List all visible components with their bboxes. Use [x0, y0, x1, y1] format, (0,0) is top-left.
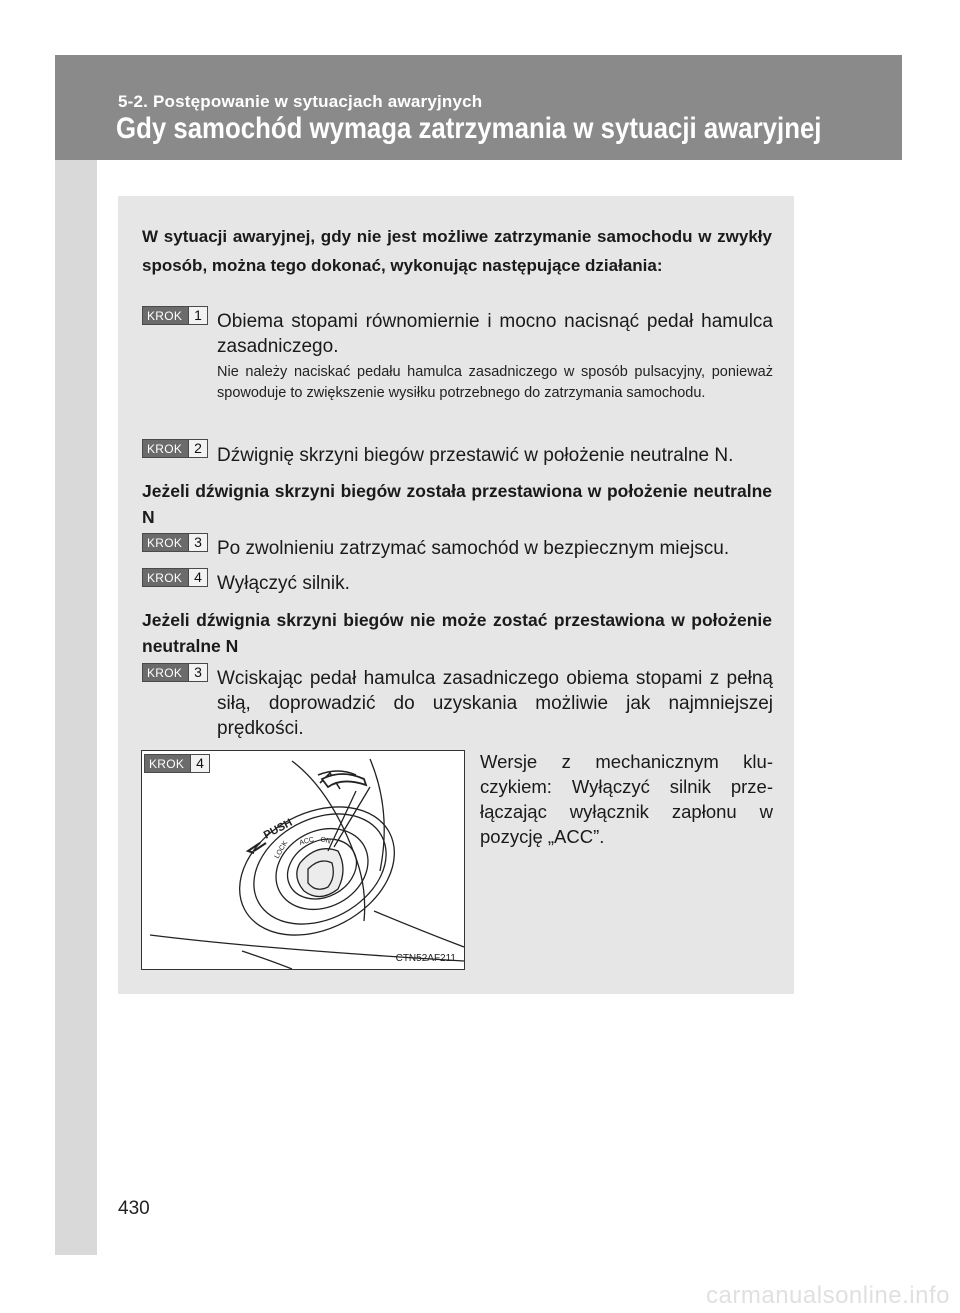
- step-badge-label: KROK: [147, 571, 183, 585]
- step-badge-number: 4: [190, 755, 209, 772]
- case-heading: Jeżeli dźwignia skrzyni biegów została przestawiona w położenie neutralne N: [142, 481, 772, 527]
- case-heading: Jeżeli dźwignia skrzyni biegów nie może zostać przestawiona w położenie neutralne N: [142, 610, 772, 656]
- step-text: Wciskając pedał hamulca zasadniczego obiema stopami z pełną siłą, doprowadzić do uzyskania możliwie jak najmniejszej prędkości.: [217, 668, 773, 739]
- step-text: Po zwolnieniu zatrzymać samochód w bezpiecznym miejscu.: [217, 538, 730, 559]
- ignition-switch-drawing: [142, 751, 464, 969]
- step-badge-number: 1: [188, 307, 207, 324]
- footer-watermark: carmanualsonline.info: [706, 1282, 950, 1309]
- page-title: Gdy samochód wymaga zatrzymania w sytuacji awaryjnej: [116, 112, 822, 145]
- step-badge-label: KROK: [147, 309, 183, 323]
- step-badge-label: KROK: [147, 666, 183, 680]
- section-subtitle: 5-2. Postępowanie w sytuacjach awaryjnych: [118, 92, 483, 111]
- step-badge: [142, 306, 208, 325]
- step-badge-label: KROK: [149, 757, 185, 771]
- step-badge-number: 2: [188, 440, 207, 457]
- step-text: Wersje z mechanicznym kluczykiem: Wyłączyć silnik przełączając wyłącznik zapłonu w pozycję „ACC”.: [480, 751, 773, 847]
- step-badge-number: 3: [188, 664, 207, 681]
- illustration-code: CTN52AF211: [395, 953, 456, 964]
- ignition-illustration: [141, 750, 465, 970]
- step-badge-label: KROK: [147, 442, 183, 456]
- page-margin-strip: [55, 160, 97, 1255]
- step-badge-label: KROK: [147, 536, 183, 550]
- lock-label: LOCK: [273, 839, 290, 860]
- step-text: Dźwignię skrzyni biegów przestawić w położenie neutralne N.: [217, 445, 734, 466]
- on-label: ON: [319, 836, 332, 846]
- step-text: Wyłączyć silnik.: [217, 573, 350, 594]
- step-note: Nie należy naciskać pedału hamulca zasadniczego w sposób pulsacyjny, ponieważ spowoduje to zwiększenie wysiłku potrzebnego do zatrzymania samochodu.: [217, 364, 773, 401]
- step-text: Obiema stopami równomiernie i mocno nacisnąć pedał hamulca zasadniczego.: [217, 311, 773, 357]
- push-label: PUSH: [261, 816, 295, 842]
- acc-label: ACC: [298, 836, 315, 847]
- step-badge-number: 3: [188, 534, 207, 551]
- step-badge: [142, 568, 208, 587]
- page-number: 430: [118, 1198, 150, 1219]
- step-badge: [142, 663, 208, 682]
- intro-text: W sytuacji awaryjnej, gdy nie jest możliwe zatrzymanie samochodu w zwykły sposób, można tego dokonać, wykonując następujące działania:: [142, 227, 772, 275]
- step-badge-number: 4: [188, 569, 207, 586]
- step-badge: [142, 439, 208, 458]
- step-badge: [142, 533, 208, 552]
